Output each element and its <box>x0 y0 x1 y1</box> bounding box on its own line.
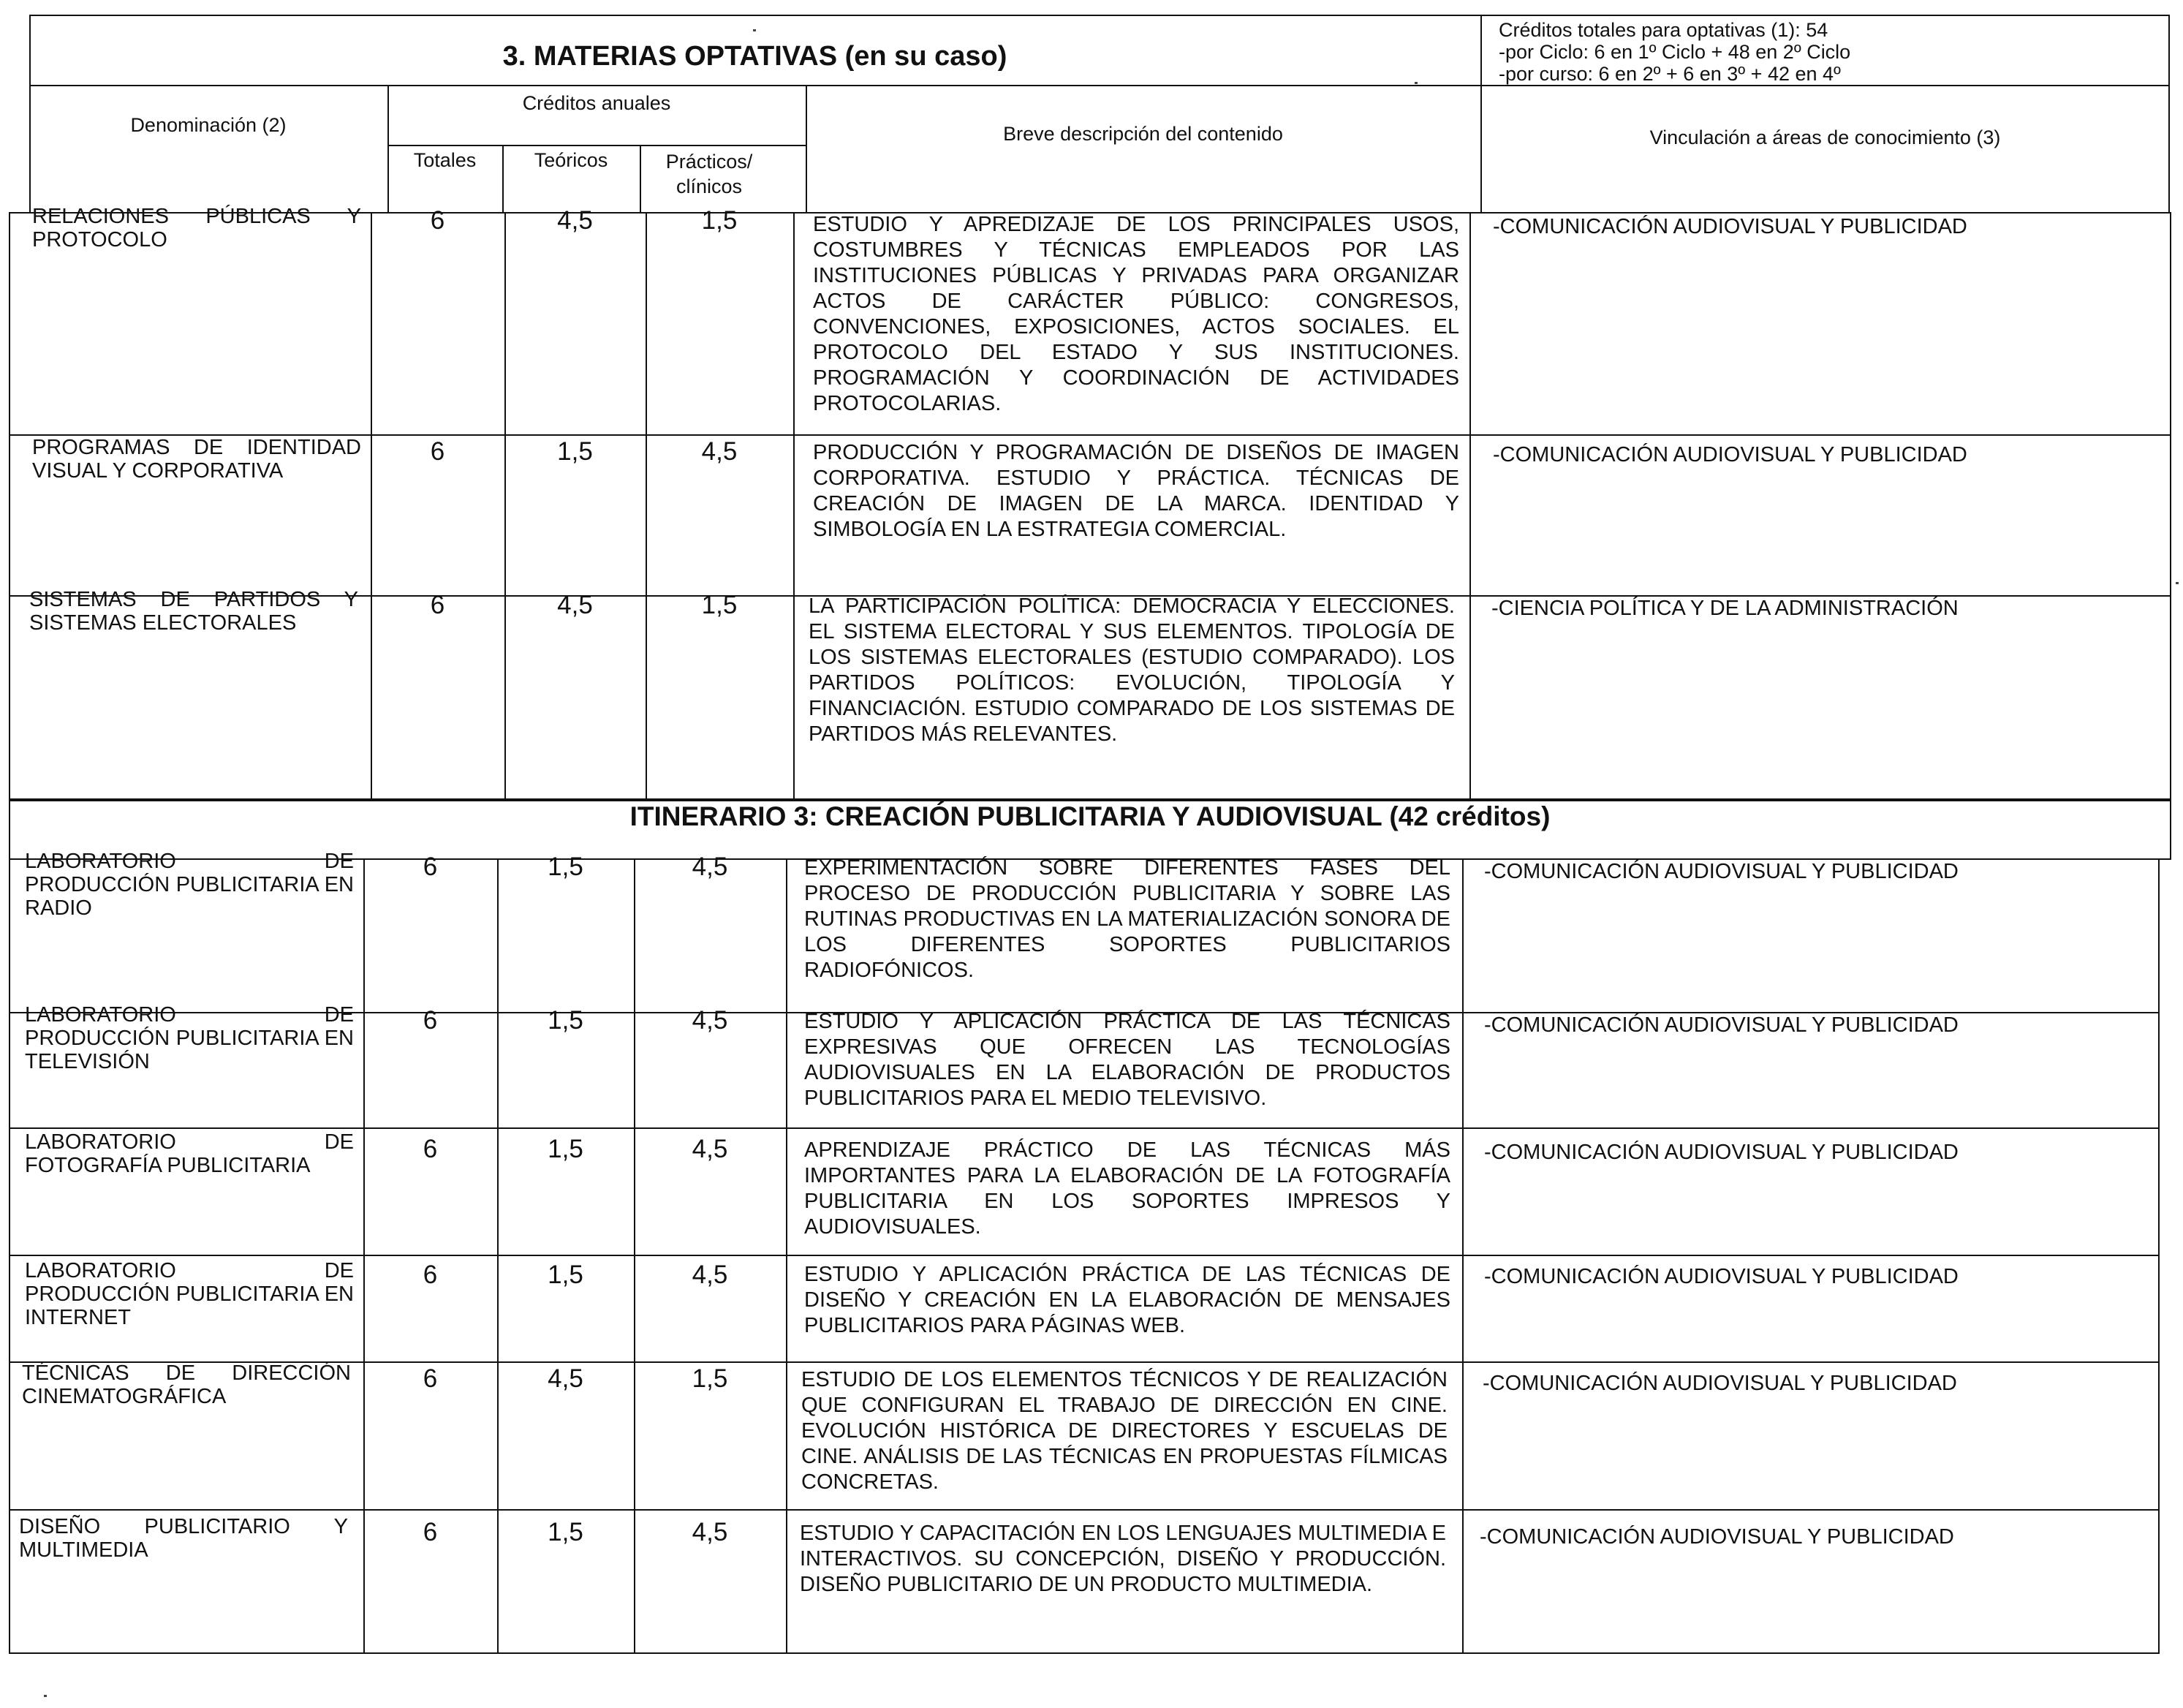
credits-total: 6 <box>423 1364 438 1393</box>
credits-summary-line: -por curso: 6 en 2º + 6 en 3º + 42 en 4º <box>1499 63 1841 85</box>
credits-total: 6 <box>423 1261 438 1289</box>
knowledge-area: -COMUNICACIÓN AUDIOVISUAL Y PUBLICIDAD <box>1493 215 1967 238</box>
credits-theory: 1,5 <box>548 853 583 881</box>
scan-speck <box>1415 82 1418 84</box>
credits-practice: 4,5 <box>701 437 738 466</box>
scan-speck <box>44 1695 47 1697</box>
subject-name: LABORATORIO DE PRODUCCIÓN PUBLICITARIA EN TELEVISIÓN <box>25 1003 354 1073</box>
subject-description: ESTUDIO Y APREDIZAJE DE LOS PRINCIPALES USOS, COSTUMBRES Y TÉCNICAS EMPLEADOS POR LAS INSTITUCIONES PÚBLICAS Y PRIVADAS PARA ORGANIZAR ACTOS DE CARÁCTER PÚBLICO: CONGRESOS, CONVENCIONES, EXPOSICIONES, ACTOS SOCIALES. EL PROTOCOLO DEL ESTADO Y SUS INSTITUCIONES. PROGRAMACIÓN Y COORDINACIÓN DE ACTIVIDADES PROTOCOLARIAS. <box>813 213 1459 415</box>
subject-description: EXPERIMENTACIÓN SOBRE DIFERENTES FASES DEL PROCESO DE PRODUCCIÓN PUBLICITARIA Y SOBRE LAS RUTINAS PRODUCTIVAS EN LA MATERIALIZACIÓN SONORA DE LOS DIFERENTES SOPORTES PUBLICITARIOS RADIOFÓNICOS. <box>804 856 1450 982</box>
scan-speck <box>753 29 756 31</box>
subject-description: PRODUCCIÓN Y PROGRAMACIÓN DE DISEÑOS DE IMAGEN CORPORATIVA. ESTUDIO Y PRÁCTICA. TÉCNICAS DE CREACIÓN DE IMAGEN DE LA MARCA. IDENTIDAD Y SIMBOLOGÍA EN LA ESTRATEGIA COMERCIAL. <box>813 441 1459 541</box>
credits-total: 6 <box>423 1518 438 1546</box>
knowledge-area: -COMUNICACIÓN AUDIOVISUAL Y PUBLICIDAD <box>1484 1141 1959 1164</box>
knowledge-area: -COMUNICACIÓN AUDIOVISUAL Y PUBLICIDAD <box>1480 1525 1954 1549</box>
credits-theory: 1,5 <box>548 1006 583 1035</box>
subject-name: LABORATORIO DE PRODUCCIÓN PUBLICITARIA EN RADIO <box>25 850 354 920</box>
header-teoricos: Teóricos <box>534 149 608 171</box>
credits-theory: 4,5 <box>548 1364 583 1393</box>
credits-practice: 4,5 <box>692 1518 728 1546</box>
header-practicos: Prácticos/ clínicos <box>665 151 753 197</box>
credits-practice: 1,5 <box>701 591 738 619</box>
credits-summary-line: Créditos totales para optativas (1): 54 <box>1499 19 1828 41</box>
subject-name: TÉCNICAS DE DIRECCIÓN CINEMATOGRÁFICA <box>22 1361 351 1408</box>
subject-name: RELACIONES PÚBLICAS Y PROTOCOLO <box>32 205 361 252</box>
knowledge-area: -COMUNICACIÓN AUDIOVISUAL Y PUBLICIDAD <box>1493 443 1967 466</box>
itinerary-title: ITINERARIO 3: CREACIÓN PUBLICITARIA Y AUDIOVISUAL (42 créditos) <box>629 801 1551 831</box>
knowledge-area: -CIENCIA POLÍTICA Y DE LA ADMINISTRACIÓN <box>1491 597 1959 620</box>
subject-description: LA PARTICIPACIÓN POLÍTICA: DEMOCRACIA Y ELECCIONES. EL SISTEMA ELECTORAL Y SUS ELEMENTOS. TIPOLOGÍA DE LOS SISTEMAS ELECTORALES (ESTUDIO COMPARADO). LOS PARTIDOS POLÍTICOS: EVOLUCIÓN, TIPOLOGÍA Y FINANCIACIÓN. ESTUDIO COMPARADO DE LOS SISTEMAS DE PARTIDOS MÁS RELEVANTES. <box>809 594 1455 746</box>
knowledge-area: -COMUNICACIÓN AUDIOVISUAL Y PUBLICIDAD <box>1484 1013 1959 1037</box>
header-denominacion: Denominación (2) <box>130 114 287 136</box>
credits-practice: 1,5 <box>701 206 738 235</box>
credits-practice: 4,5 <box>692 1261 728 1289</box>
credits-summary <box>1499 19 2164 85</box>
scan-speck <box>2176 582 2179 584</box>
subject-description: ESTUDIO Y APLICACIÓN PRÁCTICA DE LAS TÉCNICAS DE DISEÑO Y CREACIÓN EN LA ELABORACIÓN DE MENSAJES PUBLICITARIOS PARA PÁGINAS WEB. <box>804 1263 1450 1337</box>
subject-name: LABORATORIO DE PRODUCCIÓN PUBLICITARIA EN INTERNET <box>25 1259 354 1329</box>
credits-practice: 4,5 <box>692 1006 728 1035</box>
subject-description: APRENDIZAJE PRÁCTICO DE LAS TÉCNICAS MÁS IMPORTANTES PARA LA ELABORACIÓN DE LA FOTOGRAFÍA PUBLICITARIA EN LOS SOPORTES IMPRESOS Y AUDIOVISUALES. <box>804 1138 1450 1239</box>
credits-total: 6 <box>423 1006 438 1035</box>
credits-total: 6 <box>430 437 445 466</box>
credits-theory: 1,5 <box>548 1518 583 1546</box>
credits-summary-line: -por Ciclo: 6 en 1º Ciclo + 48 en 2º Ciclo <box>1499 41 1851 63</box>
knowledge-area: -COMUNICACIÓN AUDIOVISUAL Y PUBLICIDAD <box>1484 860 1959 883</box>
credits-theory: 4,5 <box>557 206 593 235</box>
credits-practice: 4,5 <box>692 853 728 881</box>
subject-name: PROGRAMAS DE IDENTIDAD VISUAL Y CORPORATIVA <box>32 436 361 483</box>
knowledge-area: -COMUNICACIÓN AUDIOVISUAL Y PUBLICIDAD <box>1484 1265 1959 1288</box>
credits-theory: 1,5 <box>557 437 593 466</box>
header-descripcion: Breve descripción del contenido <box>1003 123 1283 145</box>
credits-practice: 1,5 <box>692 1364 728 1393</box>
section-title: 3. MATERIAS OPTATIVAS (en su caso) <box>502 41 1007 72</box>
subject-description: ESTUDIO Y APLICACIÓN PRÁCTICA DE LAS TÉCNICAS EXPRESIVAS QUE OFRECEN LAS TECNOLOGÍAS AUDIOVISUALES EN LA ELABORACIÓN DE PRODUCTOS PUBLICITARIOS PARA EL MEDIO TELEVISIVO. <box>804 1010 1450 1110</box>
credits-theory: 1,5 <box>548 1135 583 1163</box>
credits-theory: 4,5 <box>557 591 593 619</box>
header-creditos-anuales: Créditos anuales <box>522 92 671 114</box>
credits-theory: 1,5 <box>548 1261 583 1289</box>
subject-name: SISTEMAS DE PARTIDOS Y SISTEMAS ELECTORALES <box>29 588 358 635</box>
credits-total: 6 <box>430 591 445 619</box>
subject-description: ESTUDIO Y CAPACITACIÓN EN LOS LENGUAJES MULTIMEDIA E INTERACTIVOS. SU CONCEPCIÓN, DISEÑO Y PRODUCCIÓN. DISEÑO PUBLICITARIO DE UN PRODUCTO MULTIMEDIA. <box>800 1522 1446 1596</box>
credits-total: 6 <box>423 1135 438 1163</box>
knowledge-area: -COMUNICACIÓN AUDIOVISUAL Y PUBLICIDAD <box>1483 1372 1957 1395</box>
subject-name: LABORATORIO DE FOTOGRAFÍA PUBLICITARIA <box>25 1130 354 1177</box>
credits-total: 6 <box>430 206 445 235</box>
credits-total: 6 <box>423 853 438 881</box>
header-totales: Totales <box>413 149 477 171</box>
credits-practice: 4,5 <box>692 1135 728 1163</box>
header-vinculacion: Vinculación a áreas de conocimiento (3) <box>1649 126 2001 148</box>
subject-name: DISEÑO PUBLICITARIO Y MULTIMEDIA <box>19 1515 348 1562</box>
subject-description: ESTUDIO DE LOS ELEMENTOS TÉCNICOS Y DE REALIZACIÓN QUE CONFIGURAN EL TRABAJO DE DIRECCIÓN EN CINE. EVOLUCIÓN HISTÓRICA DE DIRECTORES Y ESCUELAS DE CINE. ANÁLISIS DE LAS TÉCNICAS EN PROPUESTAS FÍLMICAS CONCRETAS. <box>801 1368 1448 1494</box>
